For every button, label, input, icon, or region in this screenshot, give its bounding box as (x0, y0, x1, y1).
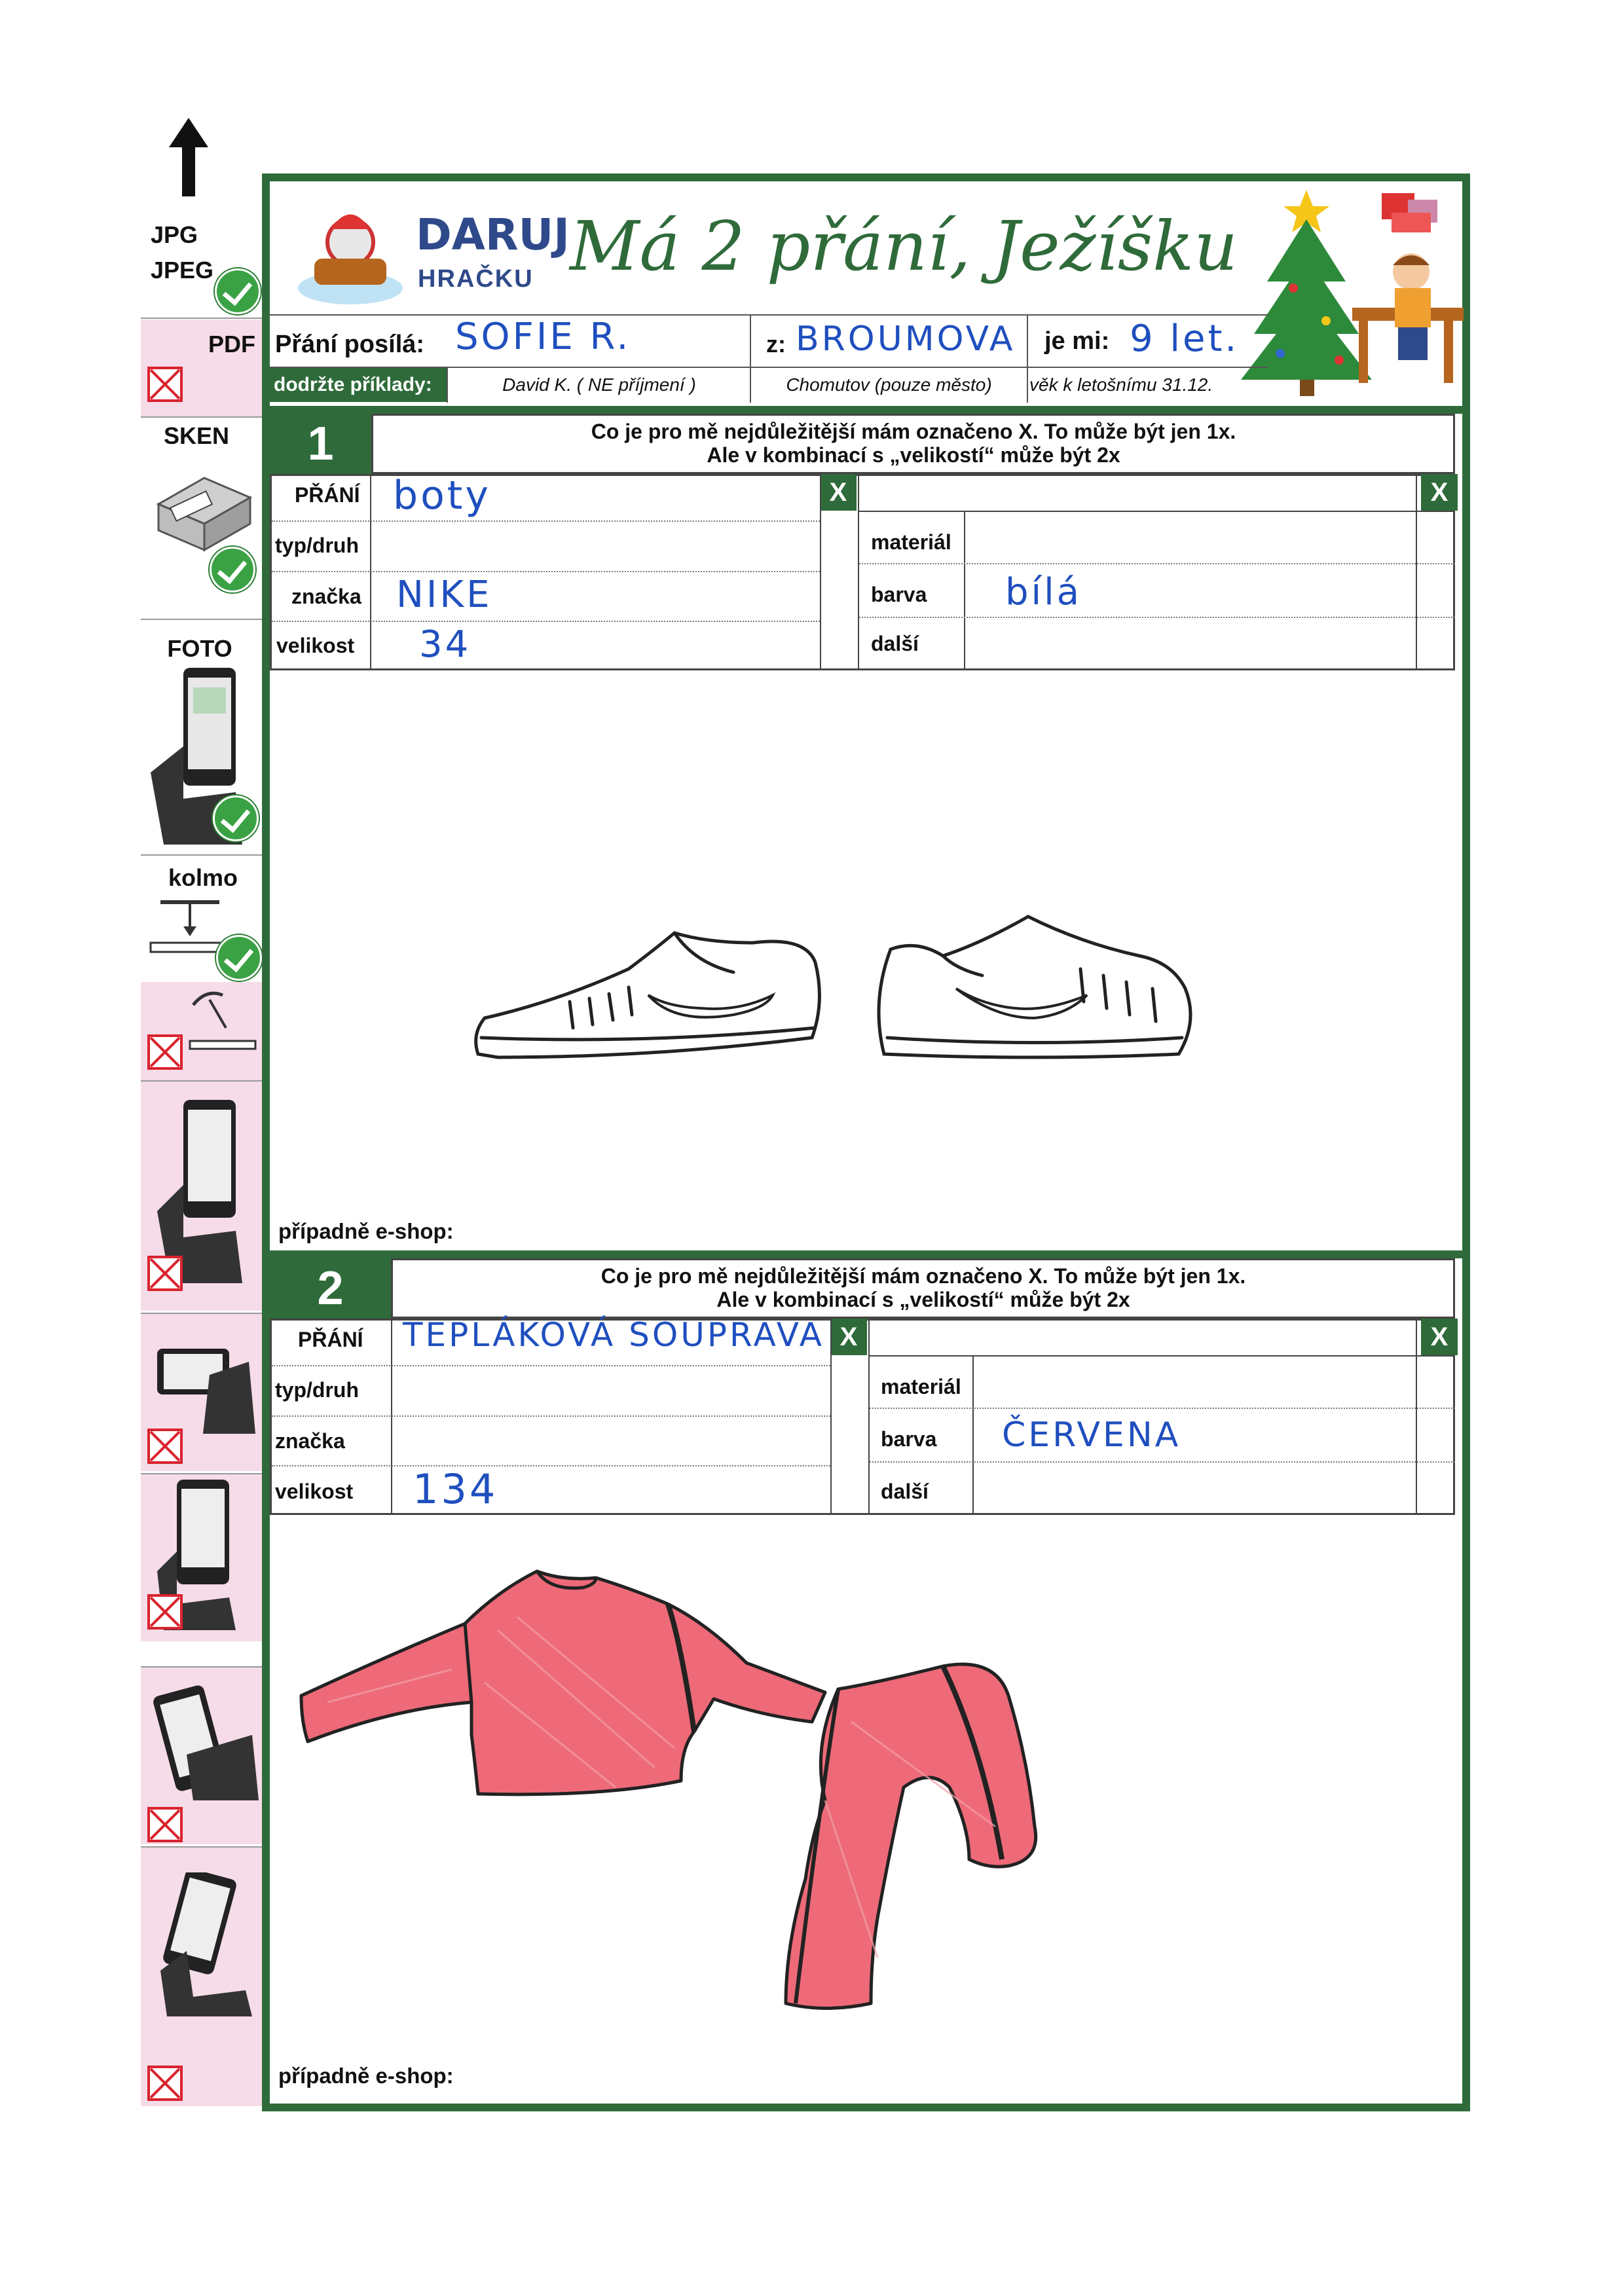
example-name: David K. ( NE příjmení ) (502, 374, 696, 395)
red-x-icon (147, 367, 183, 402)
color-value: ČERVENA (1002, 1415, 1181, 1455)
from-label: Přání posílá: (275, 331, 425, 358)
brand-value: NIKE (396, 574, 492, 616)
divider (972, 1355, 974, 1515)
size-value: 34 (419, 623, 471, 666)
divider (370, 474, 371, 670)
logo-daruj: DARUJ (416, 210, 570, 260)
from-value: SOFIE R. (455, 316, 631, 358)
example-city: Chomutov (pouze město) (786, 374, 992, 395)
wish-value: boty (393, 473, 491, 519)
city-value: BROUMOVA (796, 319, 1016, 359)
jpg-label: JPG (151, 221, 198, 248)
divider (820, 474, 821, 670)
divider (272, 571, 820, 572)
color-value: bílá (1005, 571, 1082, 613)
wish-instructions-line2: Ale v kombinací s „velikostí“ může být 2x (716, 1288, 1130, 1311)
pdf-label: PDF (208, 331, 255, 357)
divider (1416, 1319, 1417, 1515)
check-icon (216, 935, 262, 981)
divider (1027, 314, 1028, 403)
size-label: velikost (275, 1480, 354, 1503)
divider (272, 621, 820, 622)
x-marker: X (820, 474, 857, 511)
size-label: velikost (276, 634, 355, 657)
section-border (270, 406, 1463, 414)
type-label: typ/druh (275, 534, 359, 557)
red-x-icon (147, 2066, 183, 2101)
divider (868, 1355, 1455, 1357)
type-label: typ/druh (275, 1378, 359, 1402)
divider (964, 511, 965, 670)
city-label: z: (766, 331, 786, 357)
examples-label: dodržte příklady: (274, 374, 432, 395)
divider (858, 511, 1455, 512)
eshop-label: případně e-shop: (278, 1219, 454, 1243)
divider (272, 1415, 830, 1417)
other-label: další (881, 1480, 929, 1503)
section-border (270, 1250, 1463, 1258)
red-x-icon (147, 1034, 183, 1070)
wish-value: TEPLÁKOVÁ SOUPRAVA (403, 1316, 824, 1354)
wish-instructions-line1: Co je pro mě nejdůležitější mám označeno X. To může být jen 1x. (591, 420, 1236, 443)
wish-number: 2 (270, 1258, 391, 1319)
brand-label: značka (291, 585, 361, 608)
eshop-label: případně e-shop: (278, 2064, 454, 2088)
wish-label: PŘÁNÍ (295, 483, 360, 507)
divider (859, 617, 1455, 618)
kolmo-label: kolmo (168, 864, 238, 891)
x-marker: X (1421, 474, 1458, 511)
age-label: je mi: (1044, 327, 1110, 355)
jpeg-label: JPEG (151, 257, 214, 283)
divider (870, 1408, 1455, 1409)
x-marker: X (1421, 1319, 1458, 1355)
divider (750, 314, 751, 403)
divider (858, 474, 859, 670)
divider (391, 1319, 392, 1515)
brand-label: značka (275, 1429, 345, 1453)
divider (447, 367, 448, 403)
wish-label: PŘÁNÍ (298, 1328, 363, 1351)
red-x-icon (147, 1807, 183, 1842)
scanner-icon (145, 458, 257, 556)
wish-number: 1 (270, 414, 371, 474)
divider (270, 314, 1268, 316)
arrow-up-icon (169, 118, 208, 196)
material-label: materiál (871, 530, 951, 554)
age-value: 9 let. (1130, 318, 1240, 360)
divider (1416, 474, 1417, 670)
tilted-angle-icon (187, 985, 259, 1057)
check-icon (215, 268, 261, 314)
color-label: barva (881, 1427, 937, 1451)
other-label: další (871, 632, 919, 655)
divider (141, 619, 262, 620)
divider (830, 1319, 832, 1515)
divider (272, 1465, 830, 1467)
page-title: Má 2 přání, Ježíšku (570, 206, 1238, 286)
x-marker: X (830, 1319, 867, 1355)
divider (868, 1319, 870, 1515)
foto-label: FOTO (167, 635, 232, 662)
divider (859, 563, 1455, 564)
sken-label: SKEN (163, 422, 230, 449)
check-icon (213, 795, 259, 841)
phone-hand-icon (154, 1872, 259, 2016)
wish-instructions-line2: Ale v kombinací s „velikostí“ může být 2x (707, 443, 1120, 467)
red-x-icon (147, 1256, 183, 1291)
divider (272, 1365, 830, 1366)
divider (272, 520, 820, 522)
divider (870, 1461, 1455, 1463)
divider (141, 854, 262, 856)
phone-hand-icon (151, 1336, 255, 1434)
color-label: barva (871, 583, 927, 606)
divider (141, 416, 262, 418)
wish-instructions-line1: Co je pro mě nejdůležitější mám označeno X. To může být jen 1x. (600, 1264, 1246, 1288)
phone-hand-icon (147, 1683, 259, 1800)
christmas-tree-icon (1241, 183, 1464, 399)
red-x-icon (147, 1429, 183, 1464)
size-value: 134 (413, 1465, 498, 1513)
material-label: materiál (881, 1375, 961, 1398)
santa-logo-icon (295, 196, 406, 308)
example-age: věk k letošnímu 31.12. (1029, 374, 1213, 395)
divider (141, 318, 262, 319)
sneakers-drawing (458, 903, 1231, 1074)
red-x-icon (147, 1594, 183, 1630)
check-icon (210, 547, 255, 592)
tracksuit-drawing (288, 1552, 1126, 2088)
logo-hracku: HRAČKU (418, 265, 534, 293)
